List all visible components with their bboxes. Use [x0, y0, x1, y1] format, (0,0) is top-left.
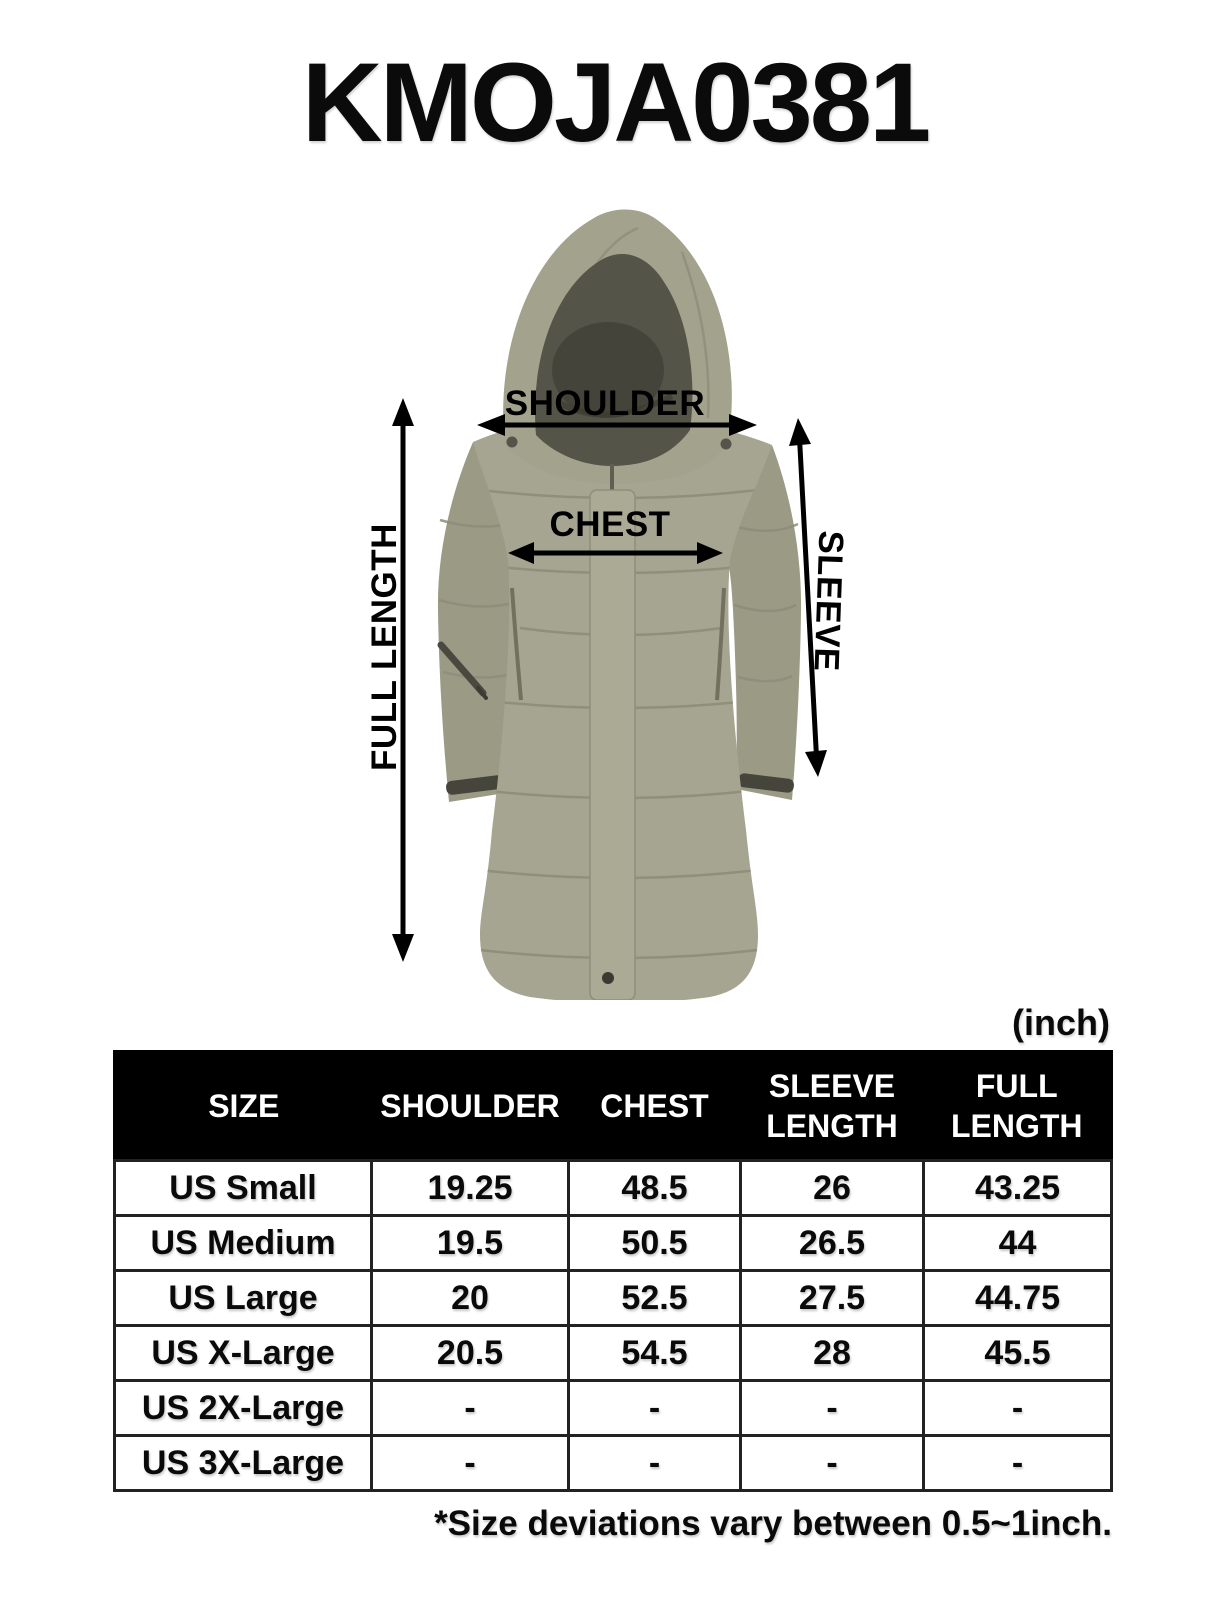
chest-cell: 54.5 — [569, 1326, 741, 1381]
sleeve-length-cell: - — [741, 1381, 924, 1436]
shoulder-cell: - — [372, 1436, 569, 1491]
table-row-us-large — [115, 1271, 1112, 1326]
shoulder-cell: 20 — [372, 1271, 569, 1326]
chest-cell: 52.5 — [569, 1271, 741, 1326]
front-placket — [590, 490, 635, 1000]
unit-label: (inch) — [1012, 1002, 1110, 1043]
sleeve-length-cell: 26.5 — [741, 1216, 924, 1271]
chest-cell: - — [569, 1436, 741, 1491]
full-length-cell: 44.75 — [924, 1271, 1112, 1326]
chest-cell: - — [569, 1381, 741, 1436]
full-length-cell: - — [924, 1381, 1112, 1436]
column-header-sleeve-length: SLEEVE LENGTH — [741, 1052, 924, 1161]
size-deviation-footnote: *Size deviations vary between 0.5~1inch. — [434, 1504, 1112, 1543]
shoulder-cell: 19.5 — [372, 1216, 569, 1271]
size-chart-table — [113, 1050, 1113, 1492]
table-row-us-3x-large — [115, 1436, 1112, 1491]
size-cell: US Medium — [115, 1216, 372, 1271]
jacket-illustration — [438, 210, 801, 1001]
table-row-us-2x-large — [115, 1381, 1112, 1436]
shoulder-measure-label: SHOULDER — [504, 384, 706, 423]
column-header-shoulder: SHOULDER — [372, 1052, 569, 1161]
column-header-size: SIZE — [115, 1052, 372, 1161]
hood-drawcord-left — [507, 437, 518, 448]
column-header-chest: CHEST — [569, 1052, 741, 1161]
column-header-full-length: FULL LENGTH — [924, 1052, 1112, 1161]
size-cell: US 2X-Large — [115, 1381, 372, 1436]
chest-cell: 48.5 — [569, 1161, 741, 1216]
hem-snap-button — [602, 972, 614, 984]
full-length-measure-label: FULL LENGTH — [365, 523, 404, 771]
sleeve-length-cell: 28 — [741, 1326, 924, 1381]
full-length-cell: 45.5 — [924, 1326, 1112, 1381]
table-row-us-medium — [115, 1216, 1112, 1271]
size-table-header-row — [115, 1052, 1112, 1161]
sleeve-length-cell: - — [741, 1436, 924, 1491]
shoulder-cell: - — [372, 1381, 569, 1436]
full-length-cell: - — [924, 1436, 1112, 1491]
sleeve-length-cell: 27.5 — [741, 1271, 924, 1326]
full-length-cell: 43.25 — [924, 1161, 1112, 1216]
table-row-us-x-large — [115, 1326, 1112, 1381]
full-length-cell: 44 — [924, 1216, 1112, 1271]
sleeve-measure-label: SLEEVE — [806, 529, 851, 673]
size-cell: US Large — [115, 1271, 372, 1326]
size-cell: US X-Large — [115, 1326, 372, 1381]
chest-measure-label: CHEST — [549, 505, 671, 544]
size-cell: US 3X-Large — [115, 1436, 372, 1491]
table-row-us-small — [115, 1161, 1112, 1216]
shoulder-cell: 19.25 — [372, 1161, 569, 1216]
size-cell: US Small — [115, 1161, 372, 1216]
product-title: KMOJA0381 — [301, 40, 929, 165]
sleeve-length-cell: 26 — [741, 1161, 924, 1216]
shoulder-cell: 20.5 — [372, 1326, 569, 1381]
hood-drawcord-right — [721, 439, 732, 450]
chest-cell: 50.5 — [569, 1216, 741, 1271]
